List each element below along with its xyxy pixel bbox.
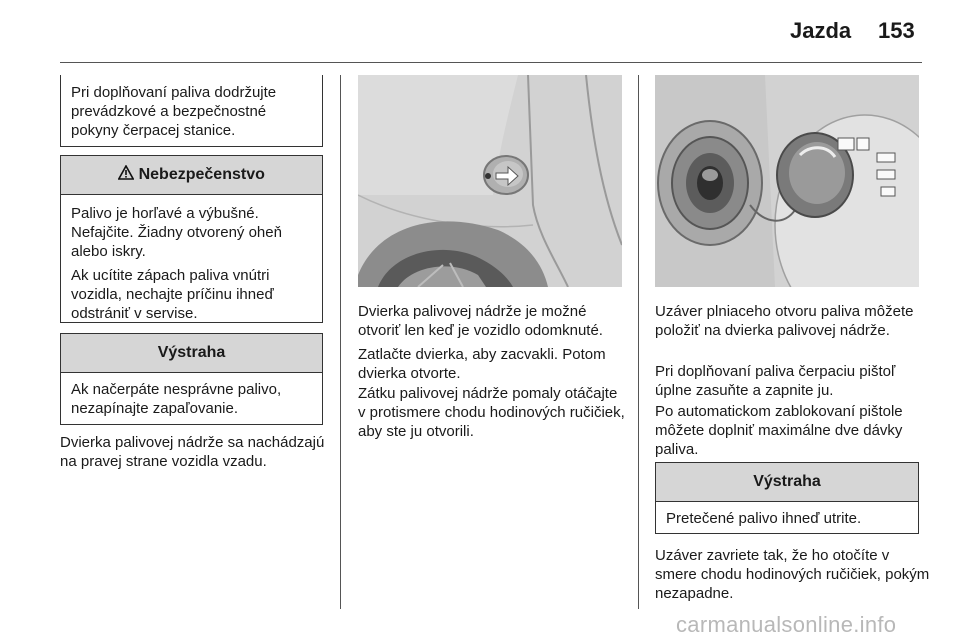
intro-note-text: Pri doplňovaní paliva dodržujte prevádzkové a bezpečnostné pokyny čerpacej stanice. <box>71 84 277 139</box>
intro-note-box <box>60 75 323 147</box>
watermark: carmanualsonline.info <box>676 612 897 637</box>
fuel-cap-instruction: Zátku palivovej nádrže pomaly otáčajte v protismere chodu hodinových ručičiek, aby ste ju otvorili. <box>358 385 625 440</box>
auto-shutoff-text: Po automatickom zablokovaní pištole môžete doplniť maximálne dve dávky paliva. <box>655 403 903 458</box>
nozzle-insert-text: Pri doplňovaní paliva čerpaciu pištoľ úplne zasuňte a zapnite ju. <box>655 363 896 399</box>
danger-box <box>60 155 323 323</box>
danger-text-2: Ak ucítite zápach paliva vnútri vozidla, nechajte príčinu ihneď odstrániť v servise. <box>71 267 274 322</box>
fuel-door-instruction-1: Dvierka palivovej nádrže je možné otvoriť len keď je vozidlo odomknuté. <box>358 303 603 339</box>
warning-box-spill <box>655 462 919 534</box>
danger-box-header <box>61 156 322 195</box>
header-divider <box>60 62 922 63</box>
warning-text-spill: Pretečené palivo ihneď utrite. <box>666 510 862 527</box>
page-number: 153 <box>878 18 915 43</box>
warning-title-fuel: Výstraha <box>61 334 322 373</box>
column-divider-2 <box>638 75 639 609</box>
warning-triangle-icon <box>118 166 138 183</box>
warning-box-fuel <box>60 333 323 425</box>
danger-text-1: Palivo je horľavé a výbušné. Nefajčite. Žiadny otvorený oheň alebo iskry. <box>71 205 282 260</box>
warning-text-fuel: Ak načerpáte nesprávne palivo, nezapínajte zapaľovanie. <box>71 381 282 417</box>
cap-close-text: Uzáver zavriete tak, že ho otočíte v smere chodu hodinových ručičiek, pokým nezapadne. <box>655 547 930 602</box>
fuel-door-illustration <box>358 75 622 287</box>
fuel-door-location-text: Dvierka palivovej nádrže sa nachádzajú na pravej strane vozidla vzadu. <box>60 434 325 470</box>
page-title: Jazda <box>790 18 852 43</box>
fuel-door-instruction-2: Zatlačte dvierka, aby zacvakli. Potom dvierka otvorte. <box>358 346 606 382</box>
fuel-cap-illustration <box>655 75 919 287</box>
warning-title-spill: Výstraha <box>656 463 918 502</box>
cap-placement-text: Uzáver plniaceho otvoru paliva môžete položiť na dvierka palivovej nádrže. <box>655 303 914 339</box>
danger-title: Nebezpečenstvo <box>138 166 265 183</box>
column-divider-1 <box>340 75 341 609</box>
